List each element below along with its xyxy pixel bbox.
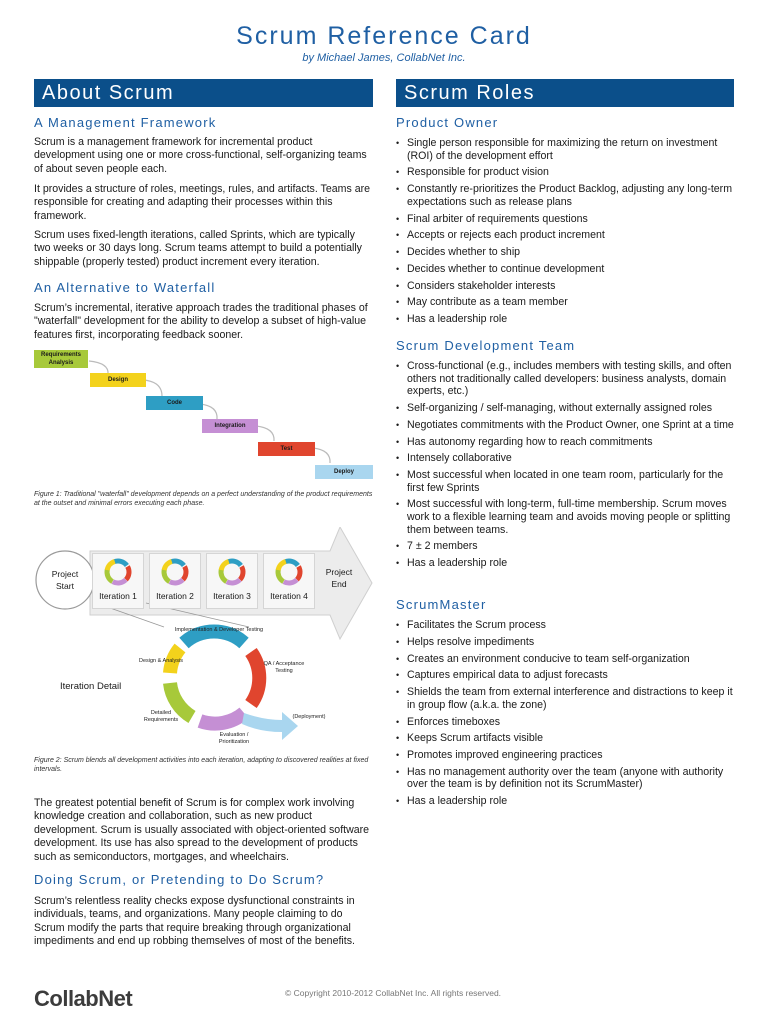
list-item: • Shields the team from external interference and distractions to keep it in group flow (a.k.a. the zone): [396, 686, 736, 711]
list-item: • Promotes improved engineering practices: [396, 749, 736, 762]
list-item: • Final arbiter of requirements questions: [396, 213, 736, 226]
list-item: • 7 ± 2 members: [396, 540, 736, 553]
waterfall-step-integration: Integration: [202, 419, 258, 433]
list-item: • May contribute as a team member: [396, 296, 736, 309]
cycle-label-deployment: (Deployment): [292, 714, 326, 720]
iteration-4-label: Iteration 4: [270, 591, 308, 601]
cycle-label-design-analysis: Design & Analysis: [138, 658, 184, 664]
figure-2-caption: Figure 2: Scrum blends all development activities into each iteration, adapting to discovered realities at fixed intervals.: [34, 757, 369, 773]
list-item: • Facilitates the Scrum process: [396, 619, 736, 632]
iteration-diagram: [34, 527, 374, 762]
list-item: • Keeps Scrum artifacts visible: [396, 732, 736, 745]
list-item: • Responsible for product vision: [396, 166, 736, 179]
iteration-3-label: Iteration 3: [213, 591, 251, 601]
author-byline: by Michael James, CollabNet Inc.: [302, 52, 466, 64]
cycle-label-qa: QA / Acceptance Testing: [263, 661, 305, 674]
cycle-label-detailed-requirements: Detailed Requirements: [143, 710, 179, 723]
iteration-1-label: Iteration 1: [99, 591, 137, 601]
list-item: • Most successful with long-term, full-time membership. Scrum moves work to a flexible learning team and avoids moving people or splitting them between teams.: [396, 498, 736, 536]
paragraph-structure: It provides a structure of roles, meetings, rules, and artifacts. Teams are responsible for creating and adapting their processes within this framework.: [34, 183, 371, 222]
list-item: • Captures empirical data to adjust forecasts: [396, 669, 736, 682]
heading-doing-scrum: Doing Scrum, or Pretending to Do Scrum?: [34, 872, 325, 887]
cycle-label-implementation: Implementation & Developer Testing: [174, 627, 264, 633]
scrum-roles-banner: Scrum Roles: [396, 79, 734, 107]
list-item: • Decides whether to continue development: [396, 263, 736, 276]
heading-product-owner: Product Owner: [396, 115, 499, 130]
list-item: • Has no management authority over the team (anyone with authority over the team is by definition not its ScrumMaster): [396, 766, 736, 791]
list-item: • Has autonomy regarding how to reach commitments: [396, 436, 736, 449]
list-item: • Enforces timeboxes: [396, 716, 736, 729]
page-title: Scrum Reference Card: [236, 22, 532, 50]
product-owner-list: [396, 137, 736, 330]
heading-development-team: Scrum Development Team: [396, 338, 576, 353]
project-end-label: Project End: [325, 567, 353, 589]
heading-management-framework: A Management Framework: [34, 115, 217, 130]
waterfall-step-design: Design: [90, 373, 146, 387]
scrummaster-list: [396, 619, 736, 812]
list-item: • Decides whether to ship: [396, 246, 736, 259]
list-item: • Most successful when located in one team room, particularly for the first few Sprints: [396, 469, 736, 494]
list-item: • Accepts or rejects each product increment: [396, 229, 736, 242]
figure-1-caption: Figure 1: Traditional "waterfall" development depends on a perfect understanding of the product requirements at the outset and minimal errors executing each phase.: [34, 491, 373, 507]
iteration-2-label: Iteration 2: [156, 591, 194, 601]
list-item: • Single person responsible for maximizing the return on investment (ROI) of the development effort: [396, 137, 736, 162]
list-item: • Considers stakeholder interests: [396, 280, 736, 293]
list-item: • Negotiates commitments with the Product Owner, one Sprint at a time: [396, 419, 736, 432]
iteration-cycle-icons: [34, 527, 374, 627]
development-team-list: [396, 360, 736, 574]
waterfall-step-label: Requirements Analysis: [40, 352, 81, 366]
waterfall-step-deploy: Deploy: [315, 465, 373, 479]
copyright-notice: © Copyright 2010-2012 CollabNet Inc. All rights reserved.: [285, 988, 502, 998]
paragraph-doing-scrum: Scrum’s relentless reality checks expose dysfunctional constraints in individuals, teams, and organizations. Many people claiming to do Scrum modify the parts that require breaking through organizational impediments and end up robbing themselves of most of the benefits.: [34, 895, 355, 948]
paragraph-waterfall: Scrum’s incremental, iterative approach trades the traditional phases of "waterfall" development for the ability to develop a subset of high-value features first, incorporating feedback sooner.: [34, 302, 368, 341]
list-item: • Intensely collaborative: [396, 452, 736, 465]
waterfall-step-requirements: [34, 350, 88, 368]
waterfall-connectors: [34, 348, 374, 483]
waterfall-step-code: Code: [146, 396, 203, 410]
list-item: • Has a leadership role: [396, 557, 736, 570]
paragraph-benefits: The greatest potential benefit of Scrum is for complex work involving knowledge creation and collaboration, such as new product development. Scrum is usually associated with object-oriented software development. Its use has also spread to the development of products such as semiconductors, mortgages, and wheelchairs.: [34, 797, 370, 863]
waterfall-diagram: [34, 348, 374, 483]
cycle-label-evaluation: Evaluation / Prioritization: [218, 732, 250, 745]
waterfall-step-test: Test: [258, 442, 315, 456]
logo-wordmark: CollabNet: [34, 986, 133, 1011]
list-item: • Self-organizing / self-managing, without externally assigned roles: [396, 402, 736, 415]
heading-alternative-waterfall: An Alternative to Waterfall: [34, 280, 216, 295]
collabnet-logo: [34, 986, 132, 1016]
list-item: • Creates an environment conducive to team self-organization: [396, 653, 736, 666]
list-item: • Helps resolve impediments: [396, 636, 736, 649]
paragraph-sprints: Scrum uses fixed-length iterations, called Sprints, which are typically two weeks or 30 days long. Scrum teams attempt to build a potentially shippable (properly tested) product increment every iteration.: [34, 229, 362, 268]
project-start-label: Project Start: [51, 569, 79, 591]
heading-scrummaster: ScrumMaster: [396, 597, 487, 612]
iteration-detail-label: Iteration Detail: [60, 681, 122, 692]
list-item: • Cross-functional (e.g., includes members with testing skills, and often others not traditionally called developers: business analysts, domain experts, etc.): [396, 360, 736, 398]
list-item: • Constantly re-prioritizes the Product Backlog, adjusting any long-term expectations such as release plans: [396, 183, 736, 208]
list-item: • Has a leadership role: [396, 313, 736, 326]
list-item: • Has a leadership role: [396, 795, 736, 808]
paragraph-intro: Scrum is a management framework for incremental product development using one or more cross-functional, self-organizing teams of about seven people each.: [34, 136, 367, 175]
about-scrum-banner: About Scrum: [34, 79, 373, 107]
